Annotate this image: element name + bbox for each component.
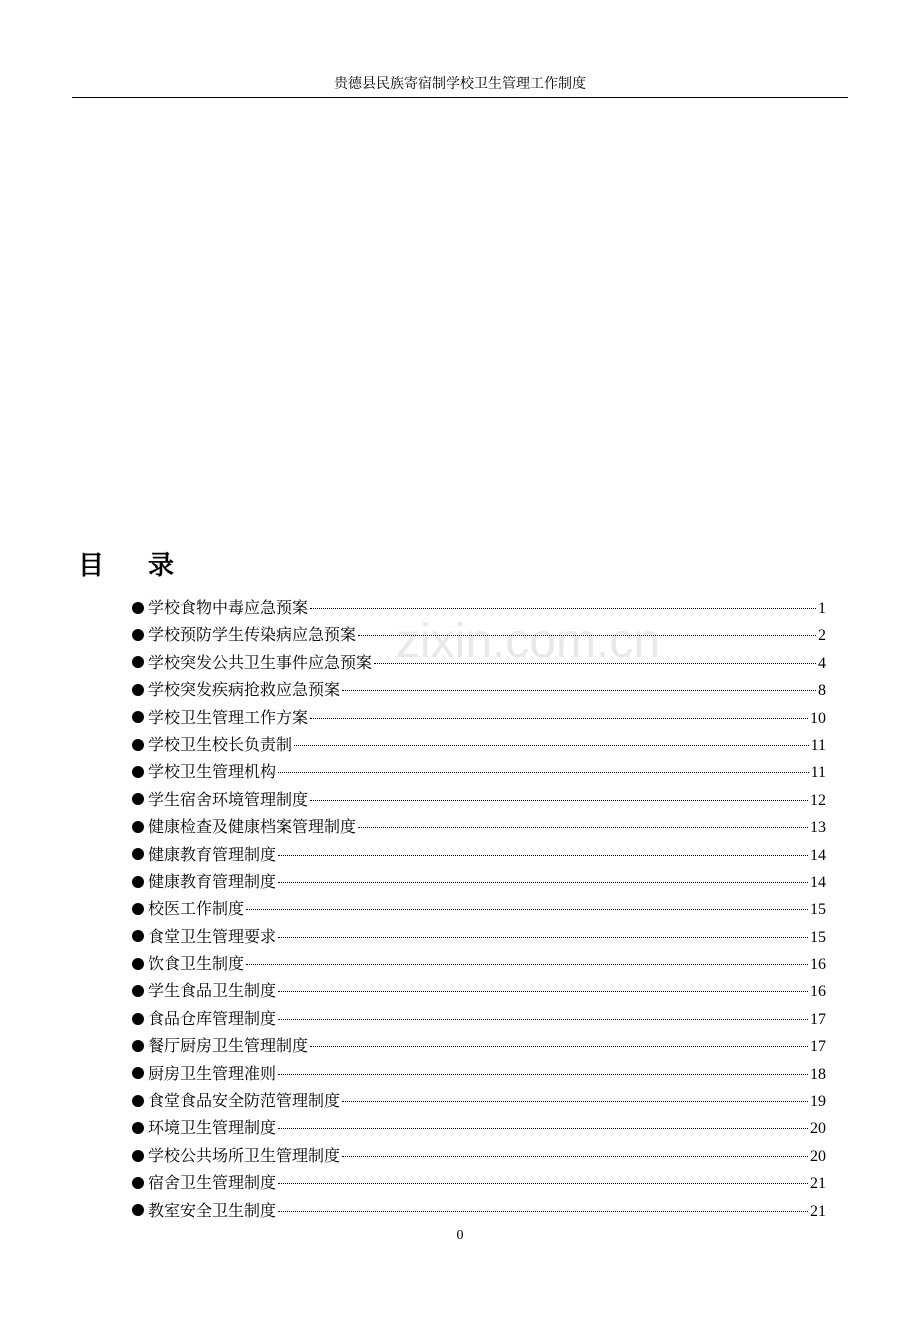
- bullet-icon: [132, 656, 144, 668]
- leader-dots: [278, 1211, 808, 1212]
- toc-entry[interactable]: [132, 1142, 826, 1169]
- entry-page-number: 20: [810, 1147, 826, 1165]
- entry-page-number: 17: [810, 1038, 826, 1056]
- entry-page-number: 18: [810, 1065, 826, 1083]
- toc-entry[interactable]: [132, 1005, 826, 1032]
- entry-page-number: 11: [810, 736, 826, 754]
- entry-page-number: 8: [818, 682, 826, 700]
- entry-page-number: 14: [810, 873, 826, 891]
- entry-page-number: 16: [810, 983, 826, 1001]
- toc-entry[interactable]: [132, 950, 826, 977]
- leader-dots: [278, 1074, 808, 1075]
- bullet-icon: [132, 711, 144, 723]
- toc-entry[interactable]: [132, 676, 826, 703]
- entry-page-number: 15: [810, 928, 826, 946]
- leader-dots: [278, 772, 809, 773]
- entry-page-number: 10: [810, 709, 826, 727]
- watermark: zixin.com.cn: [396, 615, 661, 668]
- toc-entry[interactable]: [132, 731, 826, 758]
- entry-title: 学校卫生校长负责制: [148, 734, 293, 754]
- toc-entry[interactable]: [132, 977, 826, 1004]
- toc-entry[interactable]: [132, 1032, 826, 1059]
- leader-dots: [358, 827, 808, 828]
- bullet-icon: [132, 958, 144, 970]
- leader-dots: [310, 718, 808, 719]
- leader-dots: [278, 991, 808, 992]
- entry-title: 食品仓库管理制度: [148, 1008, 277, 1028]
- entry-title: 健康检查及健康档案管理制度: [148, 817, 357, 837]
- leader-dots: [278, 1183, 808, 1184]
- leader-dots: [374, 663, 816, 664]
- bullet-icon: [132, 930, 144, 942]
- entry-title: 宿舍卫生管理制度: [148, 1173, 277, 1193]
- leader-dots: [278, 855, 808, 856]
- leader-dots: [310, 800, 808, 801]
- toc-entry[interactable]: [132, 1087, 826, 1114]
- toc-entry[interactable]: [132, 1197, 826, 1224]
- toc-entry[interactable]: [132, 868, 826, 895]
- bullet-icon: [132, 739, 144, 751]
- entry-title: 饮食卫生制度: [148, 954, 245, 974]
- entry-page-number: 11: [810, 764, 826, 782]
- bullet-icon: [132, 602, 144, 614]
- entry-title: 学校突发疾病抢救应急预案: [148, 680, 341, 700]
- bullet-icon: [132, 1122, 144, 1134]
- entry-page-number: 21: [810, 1175, 826, 1193]
- leader-dots: [342, 1156, 808, 1157]
- entry-page-number: 15: [810, 901, 826, 919]
- entry-page-number: 17: [810, 1010, 826, 1028]
- entry-title: 学校预防学生传染病应急预案: [148, 625, 357, 645]
- entry-page-number: 2: [818, 627, 826, 645]
- entry-title: 健康教育管理制度: [148, 844, 277, 864]
- toc-entry[interactable]: [132, 895, 826, 922]
- toc-entry[interactable]: [132, 621, 826, 648]
- toc-entry[interactable]: [132, 649, 826, 676]
- bullet-icon: [132, 1204, 144, 1216]
- entry-title: 学生宿舍环境管理制度: [148, 789, 309, 809]
- footer-page-number: 0: [456, 1228, 464, 1243]
- entry-title: 环境卫生管理制度: [148, 1118, 277, 1138]
- bullet-icon: [132, 1040, 144, 1052]
- toc-entry[interactable]: [132, 704, 826, 731]
- leader-dots: [278, 1019, 808, 1020]
- bullet-icon: [132, 848, 144, 860]
- bullet-icon: [132, 1067, 144, 1079]
- bullet-icon: [132, 903, 144, 915]
- entry-title: 食堂食品安全防范管理制度: [148, 1091, 341, 1111]
- entry-page-number: 14: [810, 846, 826, 864]
- entry-page-number: 4: [818, 654, 826, 672]
- entry-title: 食堂卫生管理要求: [148, 926, 277, 946]
- toc-list: [132, 594, 826, 1224]
- toc-entry[interactable]: [132, 923, 826, 950]
- bullet-icon: [132, 629, 144, 641]
- bullet-icon: [132, 684, 144, 696]
- toc-entry[interactable]: [132, 594, 826, 621]
- toc-entry[interactable]: [132, 841, 826, 868]
- entry-title: 餐厅厨房卫生管理制度: [148, 1036, 309, 1056]
- bullet-icon: [132, 1177, 144, 1189]
- entry-title: 校医工作制度: [148, 899, 245, 919]
- bullet-icon: [132, 1013, 144, 1025]
- entry-title: 学校卫生管理机构: [148, 762, 277, 782]
- entry-page-number: 16: [810, 956, 826, 974]
- leader-dots: [278, 937, 808, 938]
- entry-title: 健康教育管理制度: [148, 871, 277, 891]
- bullet-icon: [132, 1150, 144, 1162]
- bullet-icon: [132, 766, 144, 778]
- leader-dots: [278, 882, 808, 883]
- leader-dots: [246, 964, 808, 965]
- leader-dots: [310, 1046, 808, 1047]
- leader-dots: [358, 635, 816, 636]
- toc-entry[interactable]: [132, 1060, 826, 1087]
- entry-title: 厨房卫生管理准则: [148, 1063, 277, 1083]
- bullet-icon: [132, 1095, 144, 1107]
- entry-page-number: 19: [810, 1093, 826, 1111]
- leader-dots: [246, 909, 808, 910]
- header-rule: [72, 97, 848, 98]
- toc-entry[interactable]: [132, 813, 826, 840]
- running-header: 贵德县民族寄宿制学校卫生管理工作制度: [334, 76, 586, 92]
- leader-dots: [342, 690, 816, 691]
- leader-dots: [342, 1101, 808, 1102]
- entry-title: 学生食品卫生制度: [148, 981, 277, 1001]
- bullet-icon: [132, 821, 144, 833]
- toc-entry[interactable]: [132, 1169, 826, 1196]
- entry-title: 学校食物中毒应急预案: [148, 598, 309, 617]
- entry-page-number: 13: [810, 819, 826, 837]
- entry-page-number: 1: [818, 600, 826, 617]
- leader-dots: [294, 745, 809, 746]
- toc-entry[interactable]: [132, 1114, 826, 1141]
- entry-title: 学校突发公共卫生事件应急预案: [148, 652, 373, 672]
- toc-entry[interactable]: [132, 786, 826, 813]
- entry-page-number: 20: [810, 1120, 826, 1138]
- bullet-icon: [132, 876, 144, 888]
- bullet-icon: [132, 793, 144, 805]
- toc-entry[interactable]: [132, 758, 826, 785]
- entry-title: 学校卫生管理工作方案: [148, 707, 309, 727]
- toc-title: 目录: [78, 551, 219, 581]
- entry-title: 学校公共场所卫生管理制度: [148, 1145, 341, 1165]
- entry-title: 教室安全卫生制度: [148, 1200, 277, 1220]
- leader-dots: [278, 1128, 808, 1129]
- leader-dots: [310, 608, 816, 609]
- bullet-icon: [132, 985, 144, 997]
- entry-page-number: 12: [810, 791, 826, 809]
- entry-page-number: 21: [810, 1202, 826, 1220]
